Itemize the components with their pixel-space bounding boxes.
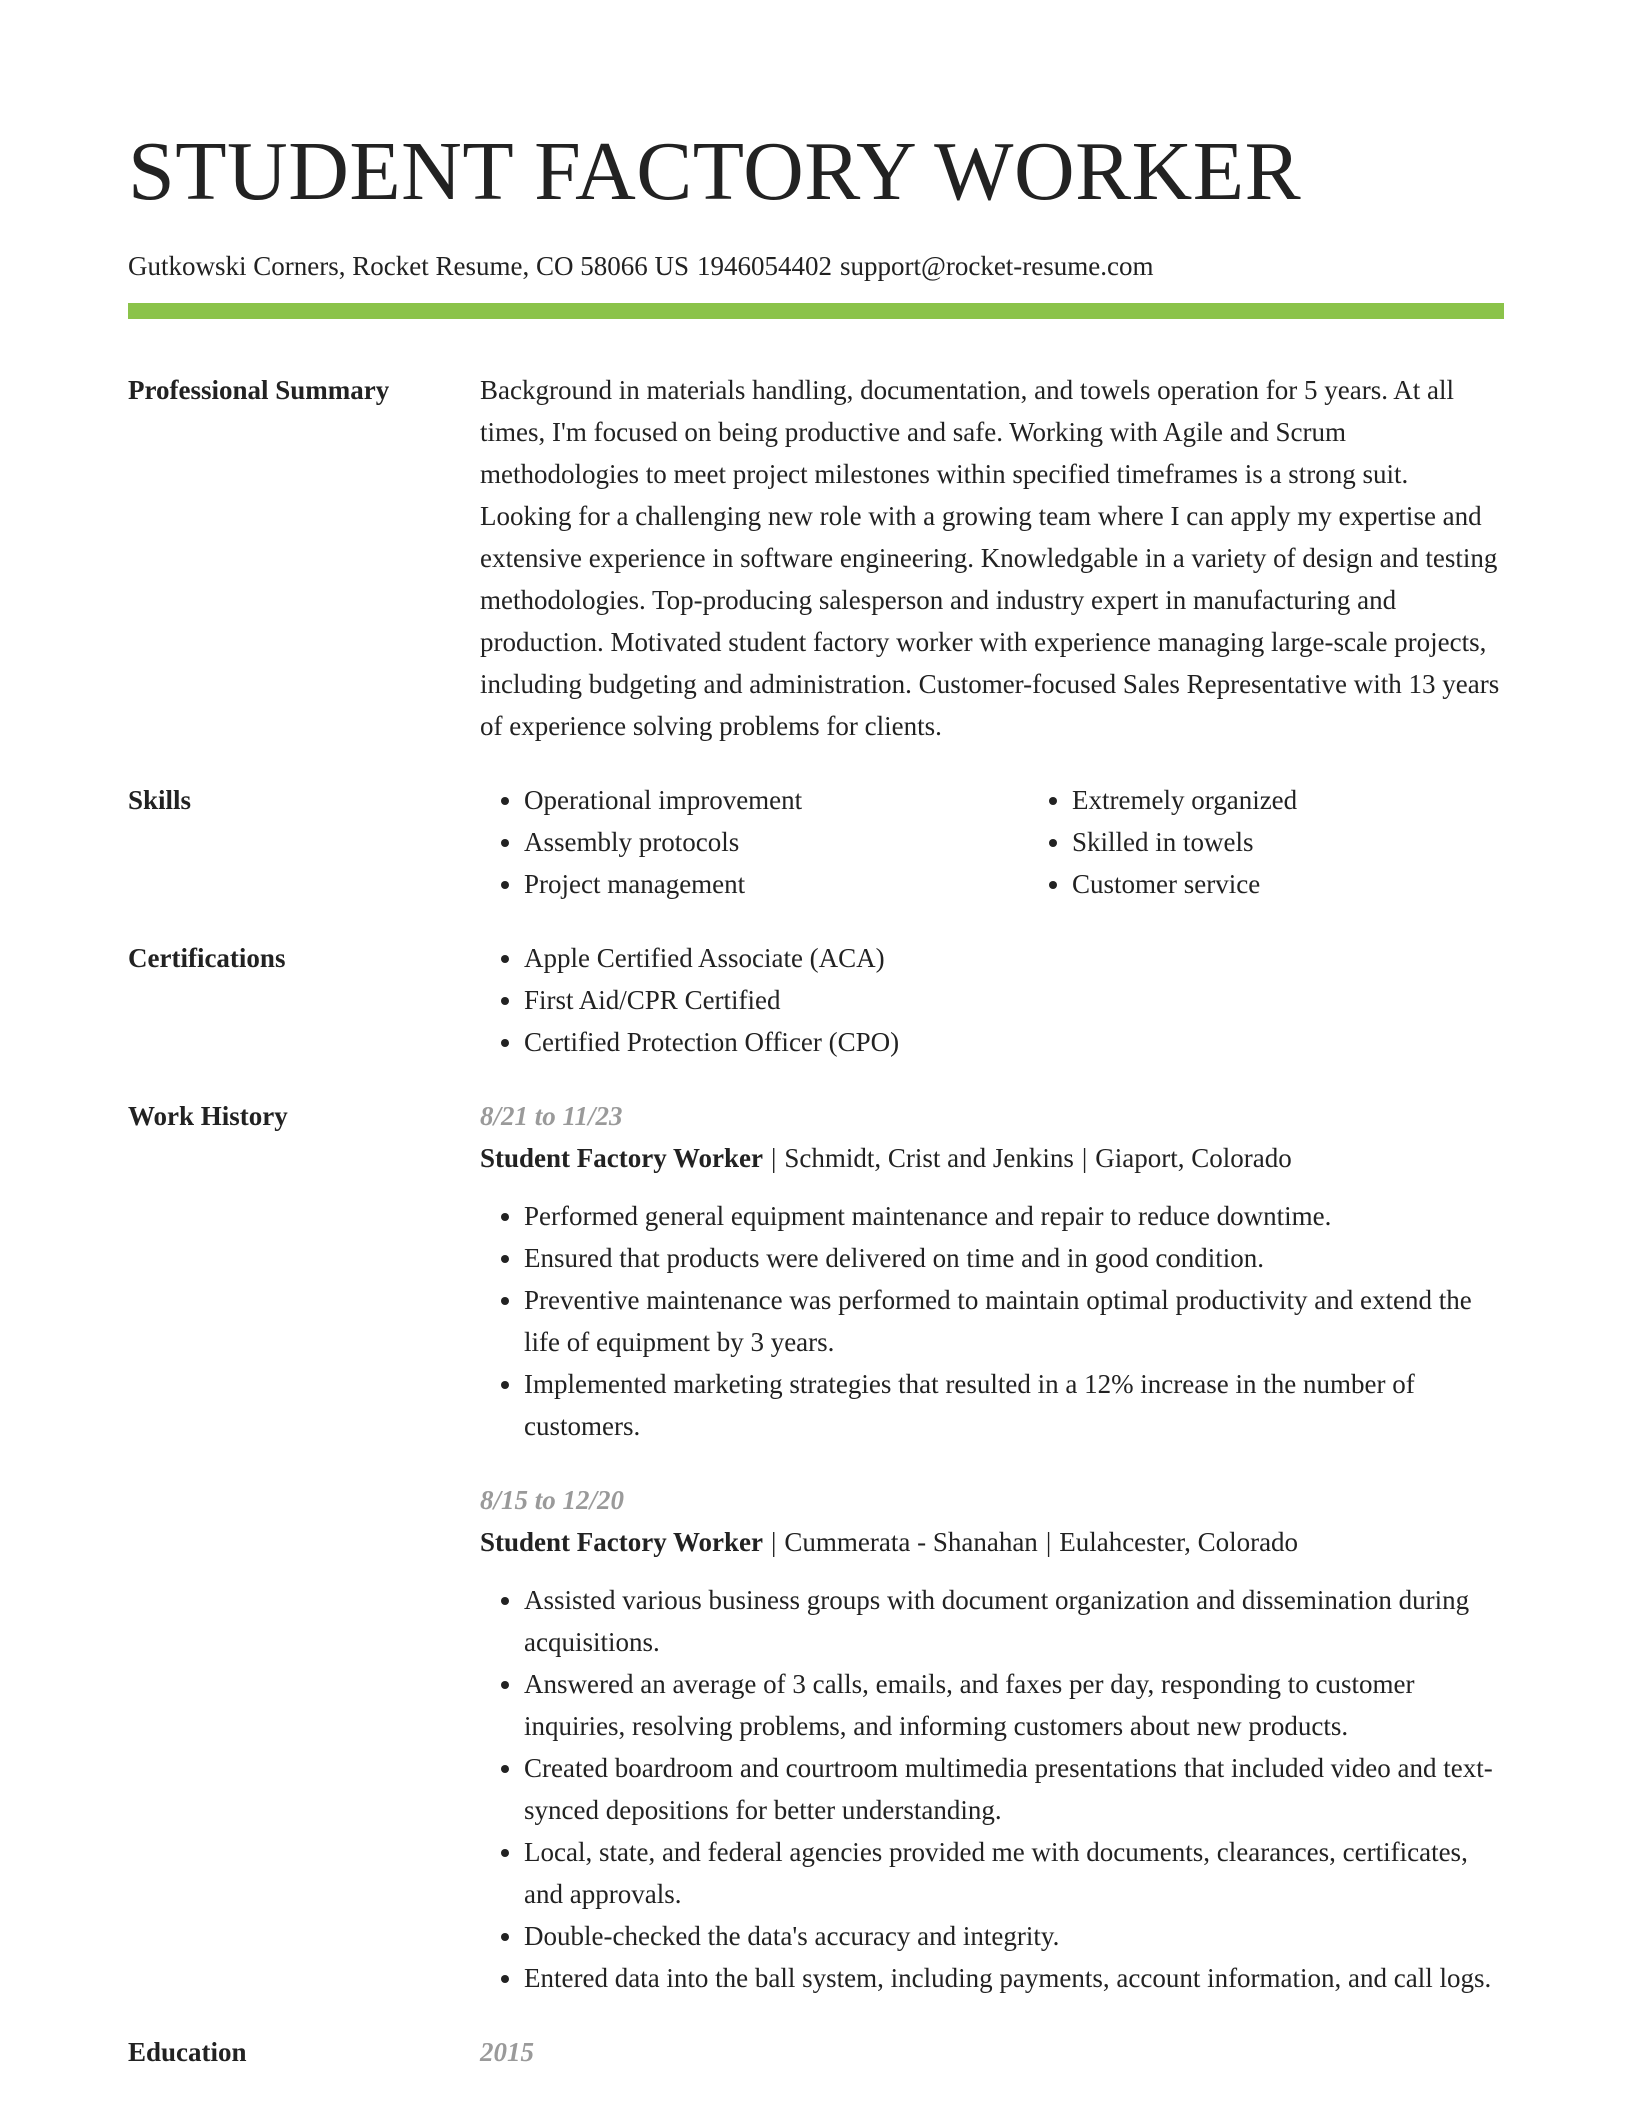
job-bullets (480, 1195, 1504, 1447)
skill-item: • Extremely organized (1072, 779, 1504, 821)
job-bullets (480, 1579, 1504, 1999)
work-history-section (128, 1095, 1504, 1999)
job-bullet: • Created boardroom and courtroom multimedia presentations that included video and text-synced depositions for better understanding. (524, 1747, 1504, 1831)
job-bullet: • Assisted various business groups with document organization and dissemination during acquisitions. (524, 1579, 1504, 1663)
work-history-title: Work History (128, 1101, 288, 1131)
education-body (480, 2031, 1504, 2073)
job-bullet: • Performed general equipment maintenance and repair to reduce downtime. (524, 1195, 1504, 1237)
skills-column-2 (1028, 779, 1504, 905)
resume-name: STUDENT FACTORY WORKER (128, 125, 1302, 218)
skill-item: • Project management (524, 863, 1028, 905)
job-location: Giaport, Colorado (1095, 1143, 1292, 1173)
contact-line (128, 248, 1504, 284)
skills-grid (480, 779, 1504, 905)
job-bullet: • Preventive maintenance was performed to maintain optimal productivity and extend the life of equipment by 3 years. (524, 1279, 1504, 1363)
education-section (128, 2031, 1504, 2073)
certifications-list (480, 937, 1504, 1063)
certifications-body (480, 937, 1504, 1063)
contact-phone: 1946054402 (696, 251, 832, 281)
job-entry (480, 1479, 1504, 1999)
summary-section (128, 369, 1504, 747)
job-bullet: • Answered an average of 3 calls, emails, and faxes per day, responding to customer inquiries, resolving problems, and informing customers about new products. (524, 1663, 1504, 1747)
certifications-section (128, 937, 1504, 1063)
contact-email: support@rocket-resume.com (839, 251, 1154, 281)
skills-section (128, 779, 1504, 905)
certification-item: • First Aid/CPR Certified (524, 979, 1504, 1021)
job-bullet: • Ensured that products were delivered on time and in good condition. (524, 1237, 1504, 1279)
job-company: Cummerata - Shanahan (784, 1527, 1038, 1557)
skill-item: • Customer service (1072, 863, 1504, 905)
skills-title: Skills (128, 785, 192, 815)
job-entry (480, 1095, 1504, 1447)
job-location: Eulahcester, Colorado (1059, 1527, 1299, 1557)
job-heading (480, 1137, 1504, 1179)
job-role: Student Factory Worker (480, 1527, 763, 1557)
job-bullet: • Entered data into the ball system, including payments, account information, and call logs. (524, 1957, 1504, 1999)
skill-item: • Skilled in towels (1072, 821, 1504, 863)
education-title: Education (128, 2037, 247, 2067)
header-divider (128, 303, 1504, 319)
resume-page (128, 0, 1504, 2073)
skill-item: • Assembly protocols (524, 821, 1028, 863)
job-bullet: • Double-checked the data's accuracy and integrity. (524, 1915, 1504, 1957)
job-company: Schmidt, Crist and Jenkins (784, 1143, 1074, 1173)
certification-item: • Apple Certified Associate (ACA) (524, 937, 1504, 979)
contact-address: Gutkowski Corners, Rocket Resume, CO 58066 US (128, 251, 689, 281)
work-history-body (480, 1095, 1504, 1999)
job-dates: 8/21 to 11/23 (480, 1101, 623, 1131)
job-bullet: • Local, state, and federal agencies provided me with documents, clearances, certificates, and approvals. (524, 1831, 1504, 1915)
job-dates: 8/15 to 12/20 (480, 1485, 625, 1515)
skill-item: • Operational improvement (524, 779, 1028, 821)
separator: | (1045, 1527, 1052, 1557)
job-role: Student Factory Worker (480, 1143, 763, 1173)
skills-column-1 (480, 779, 1028, 905)
separator: | (770, 1143, 777, 1173)
separator: | (1081, 1143, 1088, 1173)
separator: | (770, 1527, 777, 1557)
certification-item: • Certified Protection Officer (CPO) (524, 1021, 1504, 1063)
summary-text: Background in materials handling, documentation, and towels operation for 5 years. At all times, I'm focused on being productive and safe. Working with Agile and Scrum methodologies to meet project milestones within specified timeframes is a strong suit. Looking for a challenging new role with a growing team where I can apply my expertise and extensive experience in software engineering. Knowledgable in a variety of design and testing methodologies. Top-producing salesperson and industry expert in manufacturing and production. Motivated student factory worker with experience managing large-scale projects, including budgeting and administration. Customer-focused Sales Representative with 13 years of experience solving problems for clients. (480, 375, 1500, 741)
certifications-title: Certifications (128, 943, 286, 973)
job-bullet: • Implemented marketing strategies that resulted in a 12% increase in the number of customers. (524, 1363, 1504, 1447)
summary-title: Professional Summary (128, 375, 390, 405)
job-heading (480, 1521, 1504, 1563)
education-year: 2015 (480, 2037, 534, 2067)
